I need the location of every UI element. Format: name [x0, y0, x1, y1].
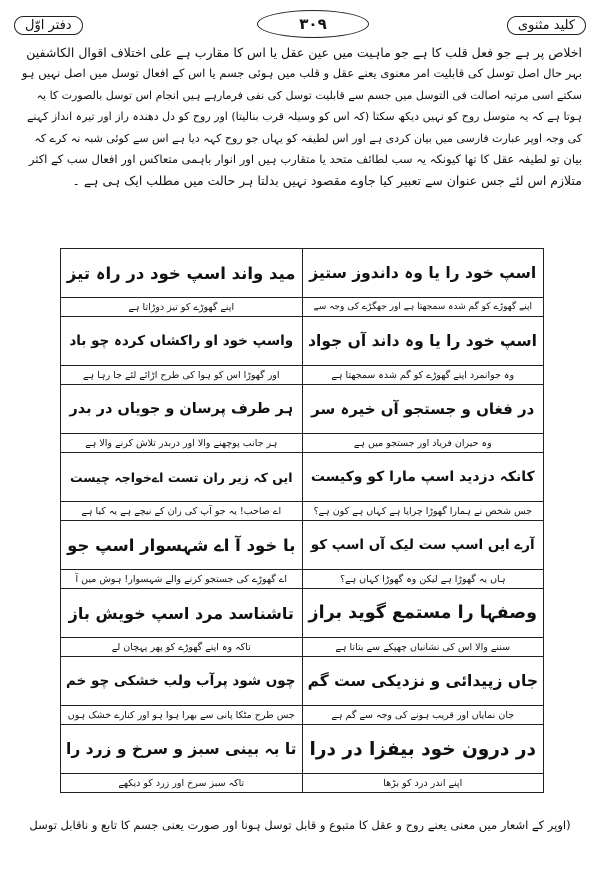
gloss-left: اپنے گھوڑے کو تیز دوڑاتا ہے	[61, 298, 303, 317]
page-number: ۳۰۹	[257, 10, 369, 38]
gloss-right: جس شخص نے ہمارا گھوڑا چرایا ہے کہاں ہے کون ہے؟	[302, 502, 544, 521]
gloss-left: جس طرح مٹکا پانی سے بھرا ہوا ہو اور کنارے خشک ہوں	[61, 706, 303, 725]
gloss-row	[61, 366, 544, 385]
verse-right: در درون خود بیفزا در درا	[302, 725, 544, 774]
verse-row	[61, 521, 544, 570]
verse-row	[61, 453, 544, 502]
text-line: کی وجہ اوپر عبارت فارسی میں بیان کردی ہے اور اس لطیفہ کو یہاں جو روح کہہ دیا ہے اس سے کوئی شبہ نہ کرے کہ	[34, 131, 582, 145]
gloss-left: تاکہ وہ اپنے گھوڑے کو پھر پہچان لے	[61, 638, 303, 657]
verse-left: با خود آ اے شہسوار اسپ جو	[61, 521, 303, 570]
verse-row	[61, 589, 544, 638]
gloss-left: اے صاحب! یہ جو آپ کی ران کے نیچے ہے یہ کیا ہے	[61, 502, 303, 521]
text-line: سکتے اسی مرتبہ اصالت فی التوسل میں جسم سے قابلیت توسل کی نفی فرمارہے ہیں انجام اس توسل بالصورت کا یہ	[36, 88, 582, 102]
verse-right: اسپ خود را یا وہ داند آں جواد	[302, 317, 544, 366]
gloss-right: اپنے اندر درد کو بڑھا	[302, 774, 544, 793]
gloss-row	[61, 434, 544, 453]
gloss-right: جان نمایاں اور قریب ہونے کی وجہ سے گم ہے	[302, 706, 544, 725]
verse-right: در فغاں و جستجو آں خیرہ سر	[302, 385, 544, 434]
verse-left: تا بہ بینی سبز و سرخ و زرد را	[61, 725, 303, 774]
verse-table	[60, 248, 544, 793]
verse-right: کانکہ دزدید اسپ مارا کو وکیست	[302, 453, 544, 502]
verse-right: وصفہا را مستمع گوید براز	[302, 589, 544, 638]
gloss-left: اے گھوڑے کی جستجو کرنے والے شہسوار! ہوش میں آ	[61, 570, 303, 589]
footer-note: (اوپر کے اشعار میں معنی یعنے روح و عقل کا متبوع و قابل توسل ہونا اور صورت یعنی جسم کا تابع و ناقابل توسل	[29, 818, 571, 832]
gloss-left: تاکہ سبز سرخ اور زرد کو دیکھے	[61, 774, 303, 793]
gloss-right: وہ حیران فریاد اور جستجو میں ہے	[302, 434, 544, 453]
verse-row	[61, 385, 544, 434]
gloss-row	[61, 570, 544, 589]
gloss-row	[61, 298, 544, 317]
gloss-left: ہر جانب پوچھنے والا اور دربدر تلاش کرنے والا ہے	[61, 434, 303, 453]
text-line: بہر حال اصل توسل کی قابلیت امر معنوی یعنے عقل و قلب میں ہوئی جسم یا اس کے افعال توسل میں اصل نہیں ہو	[21, 66, 582, 81]
text-line: بیان تو لطیفہ عقل کا تھا کیونکہ یہ سب لطائف متحد یا متقارب ہیں اور انوار باہمی متعاکس اور افعال سب کے اکثر	[28, 151, 582, 166]
verse-left: واسپ خود او راکشاں کردہ چو باد	[61, 317, 303, 366]
verse-right: اسپ خود را یا وہ داندوز ستیز	[302, 249, 544, 298]
gloss-right: وہ جوانمرد اپنے گھوڑے کو گم شدہ سمجھتا ہے	[302, 366, 544, 385]
verse-left: چوں شود پرآب ولب خشکی چو خم	[61, 657, 303, 706]
verse-left: مید واند اسپ خود در راہ تیز	[61, 249, 303, 298]
verse-right: جاں زپیدائی و نزدیکی ست گم	[302, 657, 544, 706]
text-line: ہوتا ہے کہ یہ متوسل روح کو نہیں دیکھ سکتا (کہ اس کو وسیلہ قرب بنالیتا) اور روح کو دل دھندہ راز اور تیرہ انداز کہنے	[26, 110, 582, 124]
text-line: متلازم اس لئے جس عنوان سے تعبیر کیا جاوے مقصود نہیں بدلتا ہر حالت میں مطلب ایک ہی ہے ۔	[72, 173, 582, 189]
gloss-row	[61, 638, 544, 657]
book-title: کلید مثنوی	[507, 16, 586, 35]
verse-row	[61, 317, 544, 366]
verse-left: تاشناسد مرد اسپ خویش باز	[61, 589, 303, 638]
page-header	[14, 10, 586, 40]
gloss-row	[61, 774, 544, 793]
gloss-right: اپنے گھوڑے کو گم شدہ سمجھتا ہے اور جھگڑے کی وجہ سے	[302, 298, 544, 317]
commentary-paragraph	[18, 42, 582, 192]
verse-row	[61, 249, 544, 298]
gloss-left: اور گھوڑا اس کو ہوا کی طرح اڑائے لئے جا رہا ہے	[61, 366, 303, 385]
gloss-row	[61, 502, 544, 521]
gloss-row	[61, 706, 544, 725]
verse-left: ایں کہ زیر ران تست اےخواجہ چیست	[61, 453, 303, 502]
text-line: اخلاص پر ہے جو فعل قلب کا ہے جو ماہیت میں عین عقل یا اس کا مقارب ہے علی اختلاف اقوال الکاشفین	[26, 45, 582, 60]
verse-row	[61, 657, 544, 706]
gloss-right: ہاں یہ گھوڑا ہے لیکن وہ گھوڑا کہاں ہے؟	[302, 570, 544, 589]
verse-right: آرے ایں اسپ ست لیک آں اسپ کو	[302, 521, 544, 570]
gloss-right: سننے والا اس کی نشانیاں چھپکے سے بتاتا ہے	[302, 638, 544, 657]
section-title: دفتر اوّل	[14, 16, 83, 35]
verse-left: ہر طرف پرسان و جویاں در بدر	[61, 385, 303, 434]
verse-row	[61, 725, 544, 774]
